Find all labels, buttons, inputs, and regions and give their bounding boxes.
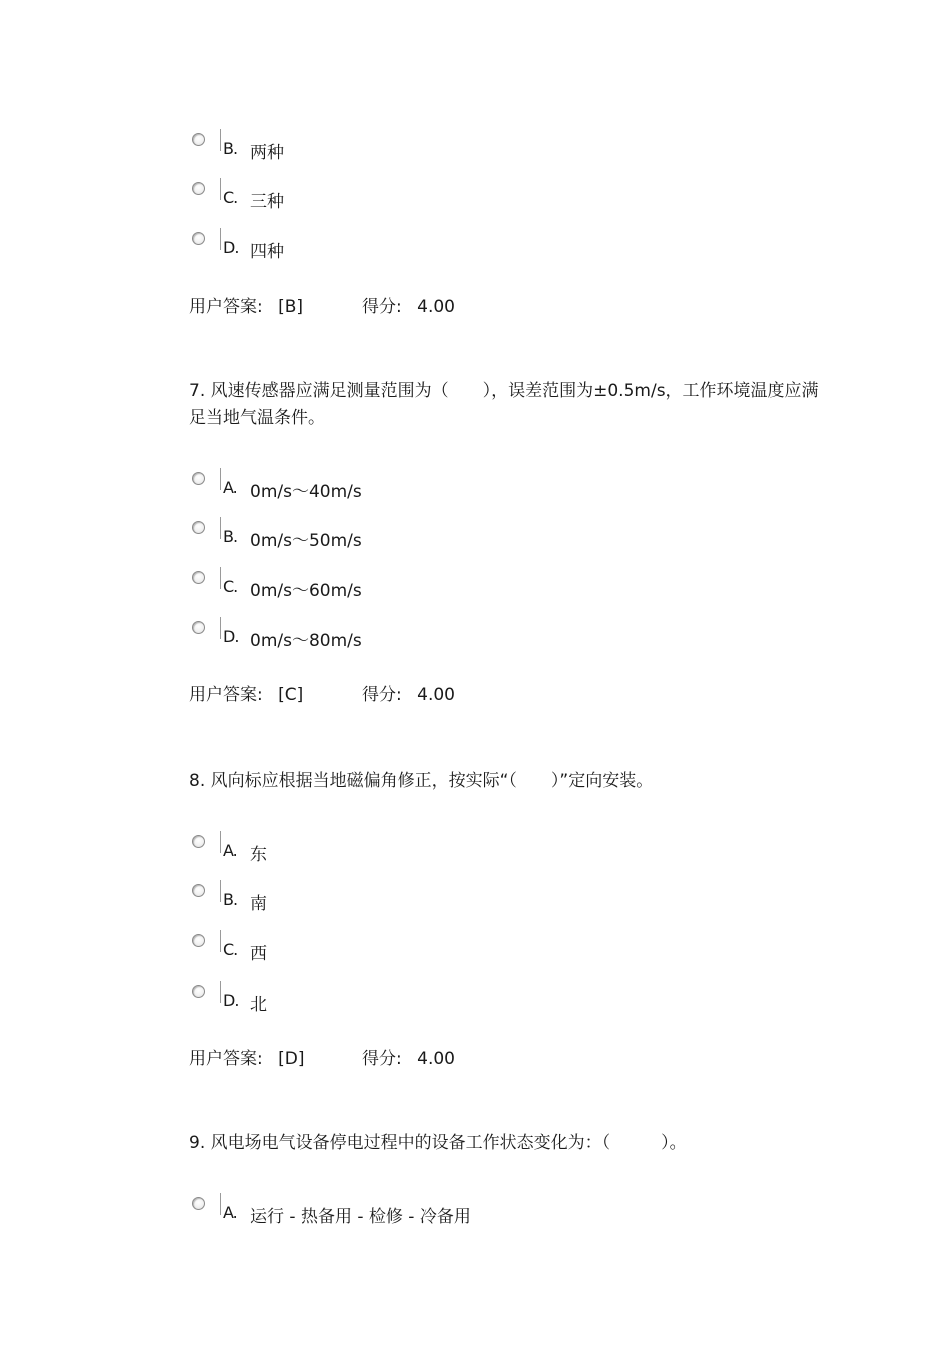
q8-option-d[interactable] [190, 985, 790, 1015]
divider [220, 228, 221, 250]
option-letter: D. [223, 627, 239, 646]
score-value: 4.00 [417, 297, 455, 317]
q8-answer-row [189, 1044, 455, 1069]
radio-button[interactable] [192, 571, 205, 584]
divider [220, 178, 221, 200]
option-letter: A. [223, 478, 237, 497]
option-text: 南 [250, 894, 267, 914]
score [362, 292, 455, 317]
q9-option-a[interactable] [190, 1197, 790, 1227]
radio-button[interactable] [192, 232, 205, 245]
answer-label: 用户答案: [189, 297, 263, 317]
divider [220, 129, 221, 151]
score-value: 4.00 [417, 685, 455, 705]
radio-button[interactable] [192, 133, 205, 146]
q7-option-b[interactable] [190, 521, 790, 551]
answer-value: [B] [278, 297, 304, 317]
radio-button[interactable] [192, 621, 205, 634]
option-text: 运行 - 热备用 - 检修 - 冷备用 [250, 1207, 471, 1227]
q8-question-text: 8. 风向标应根据当地磁偏角修正，按实际“（ ）”定向安装。 [189, 771, 654, 791]
option-text: 北 [250, 995, 267, 1015]
score-label: 得分: [362, 685, 402, 705]
option-letter: B. [223, 527, 238, 546]
option-letter: C. [223, 188, 238, 207]
divider [220, 468, 221, 490]
option-text: 西 [250, 944, 267, 964]
radio-button[interactable] [192, 521, 205, 534]
divider [220, 981, 221, 1003]
option-text: 三种 [250, 192, 284, 212]
option-text: 0m/s～40m/s [250, 482, 362, 502]
score-label: 得分: [362, 1049, 402, 1069]
q9-question-text: 9. 风电场电气设备停电过程中的设备工作状态变化为：（ ）。 [189, 1133, 687, 1153]
q6-option-b[interactable] [190, 133, 790, 163]
answer-label: 用户答案: [189, 685, 263, 705]
answer-value: [C] [278, 685, 304, 705]
q8-option-b[interactable] [190, 884, 790, 914]
option-letter: C. [223, 940, 238, 959]
option-text: 0m/s～50m/s [250, 531, 362, 551]
divider [220, 617, 221, 639]
q7-question-text: 7. 风速传感器应满足测量范围为（ ），误差范围为±0.5m/s，工作环境温度应满足当地气温条件。 [189, 381, 819, 428]
option-text: 0m/s～80m/s [250, 631, 362, 651]
option-text: 四种 [250, 242, 284, 262]
q6-option-c[interactable] [190, 182, 790, 212]
radio-button[interactable] [192, 835, 205, 848]
q7-option-c[interactable] [190, 571, 790, 601]
q7-option-a[interactable] [190, 472, 790, 502]
q8-option-a[interactable] [190, 835, 790, 865]
option-letter: D. [223, 991, 239, 1010]
q7-answer-row [189, 680, 455, 705]
answer-value: [D] [278, 1049, 305, 1069]
score-value: 4.00 [417, 1049, 455, 1069]
option-letter: D. [223, 238, 239, 257]
option-text: 0m/s～60m/s [250, 581, 362, 601]
option-letter: A. [223, 1203, 237, 1222]
option-letter: A. [223, 841, 237, 860]
divider [220, 517, 221, 539]
radio-button[interactable] [192, 472, 205, 485]
option-text: 两种 [250, 143, 284, 163]
option-letter: B. [223, 890, 238, 909]
radio-button[interactable] [192, 934, 205, 947]
divider [220, 880, 221, 902]
score-label: 得分: [362, 297, 402, 317]
option-text: 东 [250, 845, 267, 865]
score [362, 1044, 455, 1069]
score [362, 680, 455, 705]
divider [220, 1193, 221, 1215]
option-letter: B. [223, 139, 238, 158]
q7-option-d[interactable] [190, 621, 790, 651]
radio-button[interactable] [192, 985, 205, 998]
divider [220, 930, 221, 952]
radio-button[interactable] [192, 884, 205, 897]
divider [220, 831, 221, 853]
radio-button[interactable] [192, 182, 205, 195]
q6-option-d[interactable] [190, 232, 790, 262]
divider [220, 567, 221, 589]
radio-button[interactable] [192, 1197, 205, 1210]
answer-label: 用户答案: [189, 1049, 263, 1069]
q8-option-c[interactable] [190, 934, 790, 964]
q6-answer-row [189, 292, 455, 317]
option-letter: C. [223, 577, 238, 596]
